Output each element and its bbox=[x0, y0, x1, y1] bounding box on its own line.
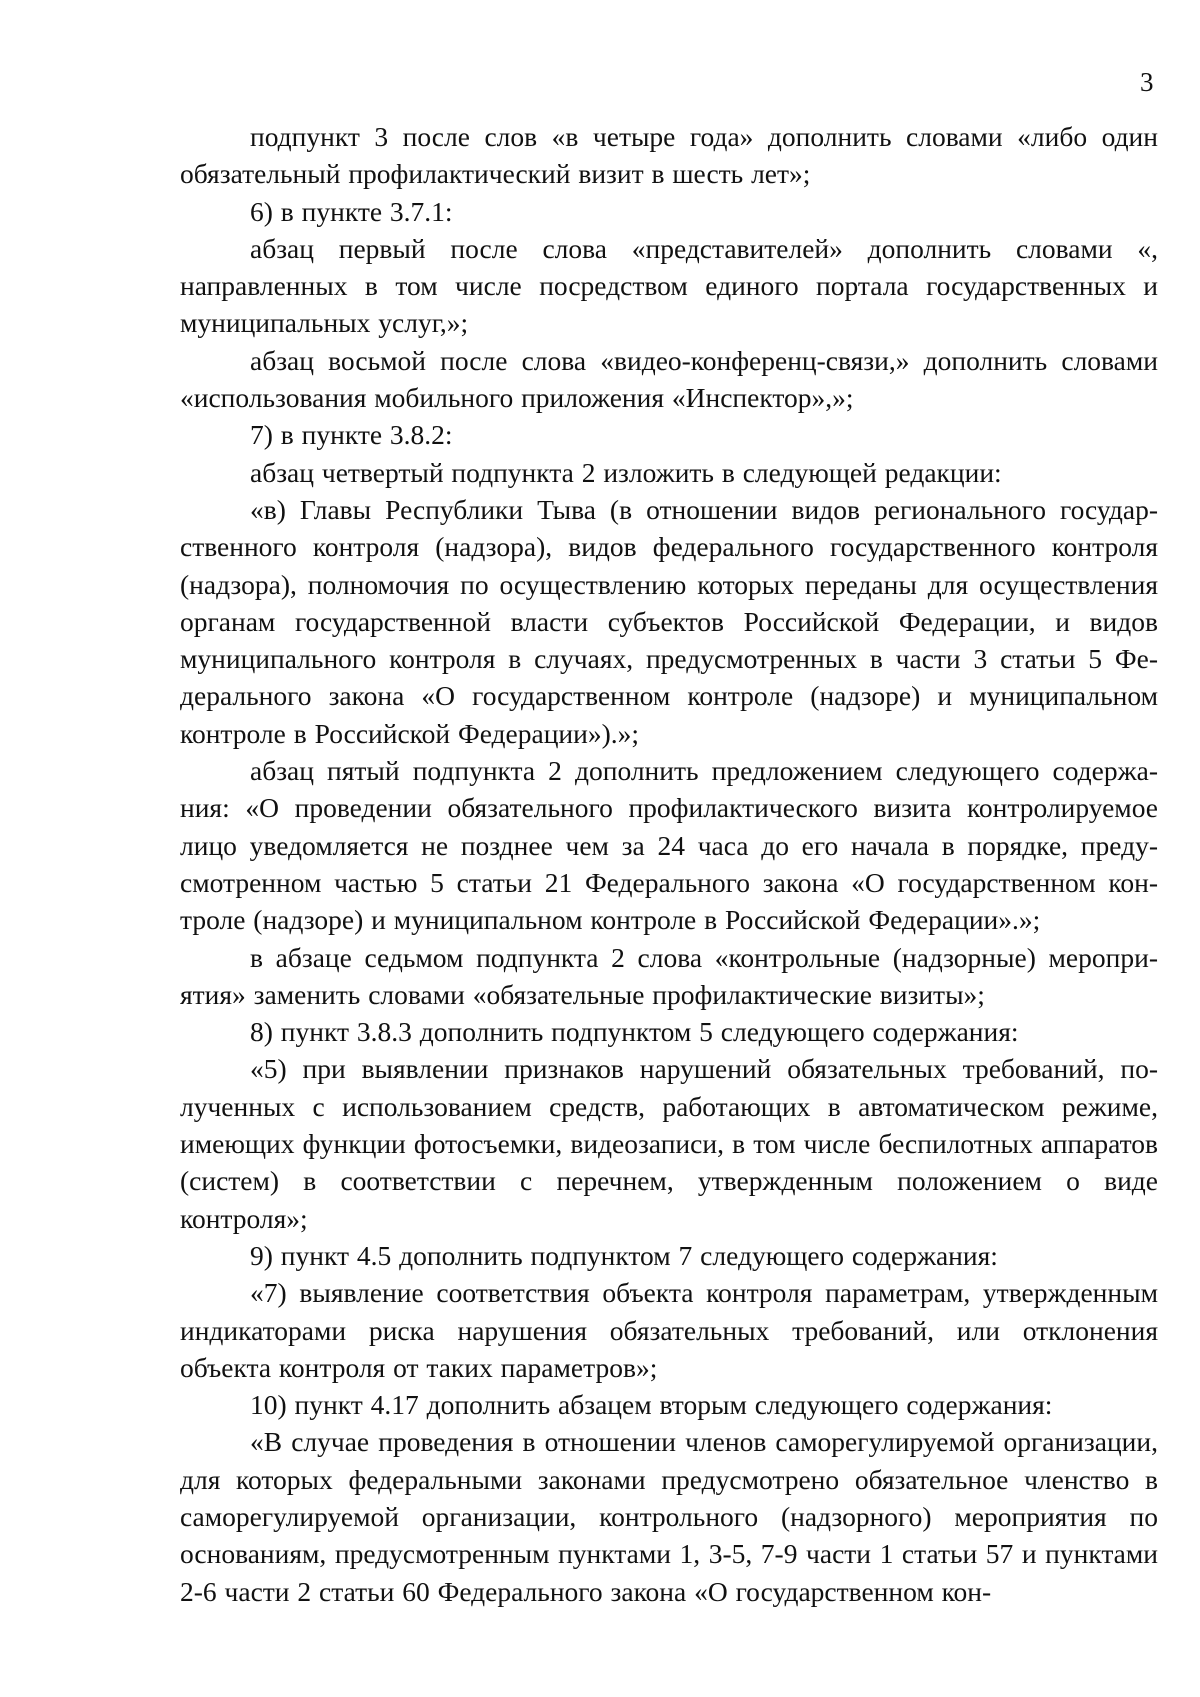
paragraph-subitem-3-amendment: подпункт 3 после слов «в четыре года» дополнить словами «либо один обязательный профилактический визит в шесть лет»; bbox=[180, 121, 1158, 190]
paragraph-item-6-heading: 6) в пункте 3.7.1: bbox=[250, 195, 453, 227]
paragraph-head-of-republic-text: «в) Главы Республики Тыва (в отношении видов регионального государственного контроля (надзора), видов федерального государственного контроля (надзора), полномочия по осуществлению которых переданы для осуществления органам государственной власти субъектов Российской Федерации, и видов муниципального контроля в случаях, предусмотренных в части 3 статьи 5 Федерального закона «О государственном контроле (надзоре) и муниципальном контроле в Российской Федерации»).»; bbox=[180, 493, 1158, 749]
paragraph-item-10-heading: 10) пункт 4.17 дополнить абзацем вторым следующего содержания: bbox=[250, 1389, 1053, 1421]
paragraph-seventh-abzac-replacement: в абзаце седьмом подпункта 2 слова «контрольные (надзорные) мероприятия» заменить словами «обязательные профилактические визиты»; bbox=[180, 941, 1158, 1010]
paragraph-fifth-abzac-amendment: абзац пятый подпункта 2 дополнить предложением следующего содержания: «О проведении обязательного профилактического визита контролируемое лицо уведомляется не позднее чем за 24 часа до его начала в порядке, предусмотренном частью 5 статьи 21 Федерального закона «О государственном контроле (надзоре) и муниципальном контроле в Российской Федерации».»; bbox=[180, 755, 1158, 936]
paragraph-fourth-abzac-redaction: абзац четвертый подпункта 2 изложить в следующей редакции: bbox=[250, 456, 1002, 488]
paragraph-item-9-heading: 9) пункт 4.5 дополнить подпунктом 7 следующего содержания: bbox=[250, 1239, 998, 1271]
paragraph-subitem-7-text: «7) выявление соответствия объекта контроля параметрам, утвержденным индикаторами риска нарушения обязательных требований, или отклонения объекта контроля от таких параметров»; bbox=[180, 1277, 1158, 1383]
paragraph-sro-members-text: «В случае проведения в отношении членов саморегулируемой организации, для которых федеральными законами предусмотрено обязательное членство в саморегулируемой организации, контрольного (надзорного) мероприятия по основаниям, предусмотренным пунктами 1, 3-5, 7-9 части 1 статьи 57 и пунктами 2-6 части 2 статьи 60 Федерального закона «О государственном кон- bbox=[180, 1426, 1158, 1607]
paragraph-first-abzac-amendment: абзац первый после слова «представителей» дополнить словами «, направленных в том числе посредством единого портала государственных и муниципальных услуг,»; bbox=[180, 232, 1158, 339]
document-body bbox=[180, 118, 1158, 1610]
paragraph-item-8-heading: 8) пункт 3.8.3 дополнить подпунктом 5 следующего содержания: bbox=[250, 1016, 1019, 1048]
paragraph-eighth-abzac-amendment: абзац восьмой после слова «видео-конференц-связи,» дополнить словами «использования мобильного приложения «Инспектор»,»; bbox=[180, 344, 1158, 414]
page-number: 3 bbox=[1140, 67, 1154, 97]
paragraph-item-7-heading: 7) в пункте 3.8.2: bbox=[250, 419, 453, 451]
paragraph-subitem-5-text: «5) при выявлении признаков нарушений обязательных требований, полученных с использованием средств, работающих в автоматическом режиме, имеющих функции фотосъемки, видеозаписи, в том числе беспилотных аппаратов (систем) в соответствии с перечнем, утвержденным положением о виде контроля»; bbox=[180, 1053, 1158, 1234]
